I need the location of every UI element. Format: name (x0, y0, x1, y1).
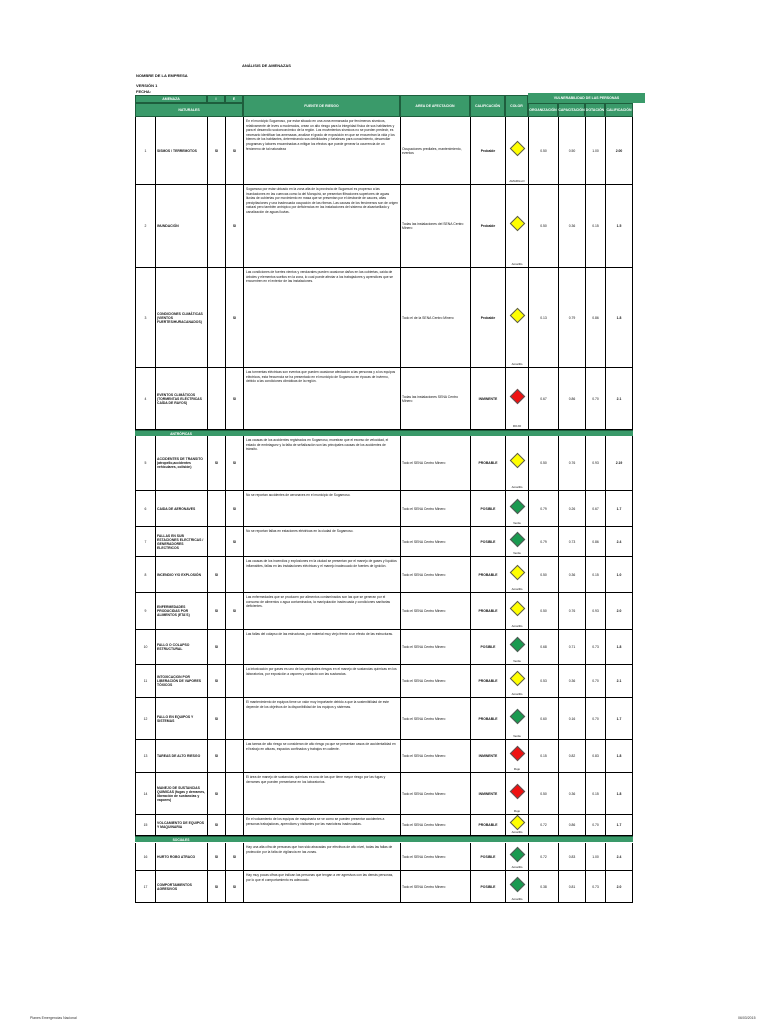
color-cell (505, 117, 528, 184)
origin-e (225, 740, 243, 772)
risk-diamond-icon (509, 708, 525, 724)
risk-diamond-icon (509, 637, 525, 653)
origin-i: SI (207, 773, 225, 814)
row-number: 13 (135, 740, 155, 772)
affected-area: Todo el SENA Centro Minero (400, 815, 470, 835)
header-dotacion: DOTACIÓN (585, 103, 605, 117)
risk-diamond-icon (509, 601, 525, 617)
origin-e: SI (225, 117, 243, 184)
equipment-score: 0.86 (585, 268, 605, 367)
equipment-score: 1.00 (585, 843, 605, 870)
threat-name: FALLAS EN SUB ESTACIONES ELECTRICAS / GENERADORES ELECTRICOS (155, 527, 207, 556)
row-number: 16 (135, 843, 155, 870)
color-cell (505, 593, 528, 629)
table-row (135, 368, 633, 430)
row-number: 4 (135, 368, 155, 429)
vulnerability-score: 2.4 (605, 843, 633, 870)
organization-score: 0.38 (528, 871, 558, 902)
header-e: E (225, 95, 243, 103)
color-label: Verde (513, 733, 521, 738)
color-label: Verde (513, 550, 521, 555)
threat-name: INUNDACIÓN (155, 185, 207, 267)
training-score: 0.76 (558, 436, 585, 490)
origin-i: SI (207, 436, 225, 490)
origin-i: SI (207, 871, 225, 902)
organization-score: 0.50 (528, 436, 558, 490)
risk-diamond-icon (509, 746, 525, 762)
organization-score: 0.15 (528, 740, 558, 772)
document-title: ANÁLISIS DE AMENAZAS (242, 63, 291, 68)
threat-name: COMPORTAMIENTOS AGRESIVOS (155, 871, 207, 902)
vulnerability-score: 1.7 (605, 491, 633, 526)
risk-diamond-icon (509, 846, 525, 862)
organization-score: 0.60 (528, 698, 558, 739)
training-score: 0.26 (558, 491, 585, 526)
risk-diamond-icon (509, 388, 525, 404)
origin-e (225, 665, 243, 697)
threat-name: HURTO ROBO ATRACO (155, 843, 207, 870)
affected-area: Todo el SENA Centro Minero (400, 630, 470, 664)
threat-name: CAIDA DE AERONAVES (155, 491, 207, 526)
equipment-score: 0.70 (585, 665, 605, 697)
row-number: 7 (135, 527, 155, 556)
affected-area: Todo el SENA Centro Minero (400, 491, 470, 526)
table-row (135, 117, 633, 185)
organization-score: 0.72 (528, 815, 558, 835)
training-score: 0.73 (558, 527, 585, 556)
origin-i (207, 185, 225, 267)
rating: Probable (470, 268, 505, 367)
row-number: 3 (135, 268, 155, 367)
color-label: Amarillo (511, 261, 523, 266)
threat-name: INTOXICACION POR LIBERACIÓN DE VAPORES TÓXICOS (155, 665, 207, 697)
table-row (135, 843, 633, 871)
section-label: ANTRÓPICAS (170, 432, 192, 436)
risk-source: Hay muy pocas cifras que indican las personas que tengan a ver agresivos con las demás personas, por lo que el comportamiento es adecuado. (243, 871, 400, 902)
rating: POSIBLE (470, 630, 505, 664)
affected-area: Todo el SENA Centro Minero (400, 593, 470, 629)
table-row (135, 436, 633, 491)
equipment-score: 0.83 (585, 740, 605, 772)
risk-diamond-icon (509, 783, 525, 799)
rating: PROBABLE (470, 665, 505, 697)
header-capacitacion: CAPACITACIÓN (558, 103, 585, 117)
affected-area: Todo el SENA Centro Minero (400, 665, 470, 697)
rating: POSIBLE (470, 491, 505, 526)
color-label: Amarillo (511, 896, 523, 901)
equipment-score: 0.70 (585, 698, 605, 739)
color-cell (505, 698, 528, 739)
table-row (135, 665, 633, 698)
rating: INMINENTE (470, 740, 505, 772)
training-score: 0.86 (558, 815, 585, 835)
header-fuente: FUENTE DE RIESGO (243, 95, 400, 117)
header-color: COLOR (505, 95, 528, 117)
origin-e: SI (225, 185, 243, 267)
equipment-score: 0.15 (585, 773, 605, 814)
vulnerability-score: 2.1 (605, 665, 633, 697)
color-label: Amarillo (511, 623, 523, 628)
table-row (135, 491, 633, 527)
organization-score: 0.50 (528, 185, 558, 267)
organization-score: 0.50 (528, 593, 558, 629)
table-row (135, 593, 633, 630)
origin-e (225, 773, 243, 814)
threat-name: ENFERMEDADES PRODUCIDAS POR ALIMENTOS (ETA'S) (155, 593, 207, 629)
rating: PROBABLE (470, 557, 505, 592)
organization-score: 0.13 (528, 268, 558, 367)
row-number: 9 (135, 593, 155, 629)
rating: Probable (470, 185, 505, 267)
color-cell (505, 268, 528, 367)
vulnerability-score: 1.0 (605, 557, 633, 592)
section-band (135, 430, 633, 436)
origin-i: SI (207, 740, 225, 772)
origin-e: SI (225, 436, 243, 490)
header-organizacion: ORGANIZACIÓN (528, 103, 558, 117)
origin-e: SI (225, 843, 243, 870)
vulnerability-score: 2.0 (605, 871, 633, 902)
equipment-score: 0.70 (585, 368, 605, 429)
affected-area: Todo el SENA Centro Minero (400, 527, 470, 556)
risk-source: La intoxicación por gases es uno de los principales riesgos en el manejo de sustancias químicas en los laboratorios, por exposición a vapores y contacto con las sustancias. (243, 665, 400, 697)
origin-e (225, 557, 243, 592)
header-amenaza: AMENAZA (135, 95, 207, 103)
row-number: 10 (135, 630, 155, 664)
threat-name: FALLO O COLAPSO ESTRUCTURAL (155, 630, 207, 664)
origin-i: SI (207, 843, 225, 870)
version-label: VERSIÓN 1 (136, 83, 158, 88)
training-score: 0.16 (558, 698, 585, 739)
color-label: Verde (513, 520, 521, 525)
risk-diamond-icon (509, 815, 525, 830)
vulnerability-score: 1.8 (605, 630, 633, 664)
risk-source: No se reportan accidentes de aeronaves en el municipio de Sogamoso. (243, 491, 400, 526)
equipment-score: 0.15 (585, 185, 605, 267)
training-score: 0.83 (558, 843, 585, 870)
origin-i (207, 268, 225, 367)
rating: POSIBLE (470, 843, 505, 870)
organization-score: 0.50 (528, 557, 558, 592)
training-score: 0.36 (558, 185, 585, 267)
vulnerability-score: 1.8 (605, 773, 633, 814)
affected-area: Todo el SENA Centro Minero (400, 740, 470, 772)
equipment-score: 0.73 (585, 630, 605, 664)
threat-name: INCENDIO Y/O EXPLOSIÓN (155, 557, 207, 592)
row-number: 1 (135, 117, 155, 184)
origin-e: SI (225, 491, 243, 526)
rating: Probable (470, 117, 505, 184)
header-vulnerabilidad: VULNERABILIDAD DE LAS PERSONAS (528, 93, 645, 103)
rating: PROBABLE (470, 698, 505, 739)
row-number: 11 (135, 665, 155, 697)
vulnerability-score: 2.0 (605, 593, 633, 629)
color-cell (505, 871, 528, 902)
risk-source: Hay una alta cifra de personas que han sido atracadas por efectivos de alto nivel, todas las fallas de protección por la falta de vigilancia en las zonas. (243, 843, 400, 870)
organization-score: 0.79 (528, 491, 558, 526)
equipment-score: 0.86 (585, 527, 605, 556)
color-label: Amarillo (511, 484, 523, 489)
table-row (135, 773, 633, 815)
row-number: 14 (135, 773, 155, 814)
risk-source: El mantenimiento de equipos tiene un valor muy importante debido a que la sostenibilidad de este depende de los objetivos de la disponibilidad de los equipos y sistemas. (243, 698, 400, 739)
risk-source: El área de manejo de sustancias químicas es una de las que tiene mayor riesgo por las fugas y derrames que pueden presentarse en los laboratorios. (243, 773, 400, 814)
affected-area: Todo el SENA Centro Minero (400, 436, 470, 490)
vulnerability-score: 1.7 (605, 698, 633, 739)
section-label: SOCIALES (172, 838, 190, 842)
threat-name: MANEJO DE SUSTANCIAS QUIMICAS (fugas y derrames, liberación de sustancias y vapores) (155, 773, 207, 814)
color-cell (505, 368, 528, 429)
risk-diamond-icon (509, 671, 525, 687)
affected-area: Ocupaciones prediales, mantenimiento, eventos (400, 117, 470, 184)
color-label: AMARILLO (509, 178, 525, 183)
risk-diamond-icon (509, 140, 525, 156)
origin-e (225, 630, 243, 664)
color-cell (505, 740, 528, 772)
origin-e (225, 815, 243, 835)
affected-area: Todo el de la SENA Centro Minero (400, 268, 470, 367)
origin-e: SI (225, 871, 243, 902)
risk-source: En el municipio Sogamoso, por estar situado en una zona enmarcada por fenómenos sísmicos, relativamente de leves a moderados, crean un alto riesgo para la integridad física de sus habitantes y para el desarrollo socioeconómico de la región. Los movimientos sísmicos no se pueden predecir, es necesario identificar las amenazas, analizar el grado de exposición en que se encuentran la vida y los bienes de los habitantes, determinando sus debilidades y fortalezas para conocimiento, desarrollar programas y labores encaminadas a mitigar los efectos que puede generar la ocurrencia de un fenómeno de tal naturaleza (243, 117, 400, 184)
affected-area: Todas las instalaciones SENA Centro Minero (400, 368, 470, 429)
origin-e: SI (225, 368, 243, 429)
origin-i: SI (207, 698, 225, 739)
risk-diamond-icon (509, 564, 525, 580)
threat-name: FALLO EN EQUIPOS Y SISTEMAS (155, 698, 207, 739)
color-label: Rojo (513, 766, 521, 771)
risk-source: Las enfermedades que se producen por alimentos contaminados son las que se generan por el consumo de alimentos o agua contaminados, la manipulación inadecuada y condiciones sanitarias deficientes. (243, 593, 400, 629)
risk-source: Las causas de los accidentes registrados en Sogamoso, muestran que el exceso de velocidad, el estado de embriaguez y la falta de señalización son las principales causas de los accidentes de tránsito. (243, 436, 400, 490)
table-row (135, 698, 633, 740)
footer-right: 06/03/2015 (738, 1016, 756, 1020)
rating: PROBABLE (470, 815, 505, 835)
row-number: 5 (135, 436, 155, 490)
risk-diamond-icon (509, 453, 525, 469)
training-score: 0.86 (558, 368, 585, 429)
threat-name: CONDICIONES CLIMÁTICAS (VIENTOS FUERTES/HURACANADOS) (155, 268, 207, 367)
table-row (135, 740, 633, 773)
header-calificacion: CALIFICACIÓN (470, 95, 505, 117)
color-cell (505, 773, 528, 814)
origin-e: SI (225, 527, 243, 556)
origin-e: SI (225, 268, 243, 367)
risk-source: Las tormentas eléctricas son eventos que pueden ocasionar afectación a las personas y a los equipos eléctricos, esta frecuencia se ha presentado en el municipio de Sogamoso en épocas de invierno, debido a las condiciones climáticas de la región. (243, 368, 400, 429)
row-number: 2 (135, 185, 155, 267)
training-score: 0.36 (558, 557, 585, 592)
color-label: Amarillo (511, 586, 523, 591)
affected-area: Todas las instalaciones del SENA Centro Minero (400, 185, 470, 267)
origin-i (207, 491, 225, 526)
origin-i: SI (207, 630, 225, 664)
equipment-score: 1.00 (585, 117, 605, 184)
color-cell (505, 557, 528, 592)
organization-score: 0.72 (528, 843, 558, 870)
origin-i: SI (207, 557, 225, 592)
equipment-score: 0.15 (585, 557, 605, 592)
organization-score: 0.50 (528, 773, 558, 814)
rating: POSIBLE (470, 871, 505, 902)
header-calificacion-v: CALIFICACIÓN (605, 103, 633, 117)
color-label: Verde (513, 658, 521, 663)
table-row (135, 815, 633, 836)
equipment-score: 0.67 (585, 491, 605, 526)
risk-diamond-icon (509, 531, 525, 547)
organization-score: 0.79 (528, 527, 558, 556)
threat-name: SISMOS / TERREMOTOS (155, 117, 207, 184)
risk-source: Las tareas de alto riesgo se consideran de alto riesgo ya que se presentan casos de accidentalidad en el trabajo en alturas, espacios confinados y trabajos en caliente. (243, 740, 400, 772)
table-row (135, 268, 633, 368)
color-cell (505, 527, 528, 556)
vulnerability-score: 2.4 (605, 527, 633, 556)
organization-score: 0.67 (528, 368, 558, 429)
rating: PROBABLE (470, 436, 505, 490)
vulnerability-score: 1.8 (605, 740, 633, 772)
table-row (135, 185, 633, 268)
organization-score: 0.53 (528, 665, 558, 697)
color-cell (505, 843, 528, 870)
color-label: Amarillo (511, 829, 523, 834)
vulnerability-score: 1.7 (605, 815, 633, 835)
training-score: 0.82 (558, 740, 585, 772)
color-cell (505, 491, 528, 526)
organization-score: 0.68 (528, 630, 558, 664)
vulnerability-score: 1.5 (605, 185, 633, 267)
equipment-score: 0.70 (585, 815, 605, 835)
training-score: 0.36 (558, 773, 585, 814)
affected-area: Todo el SENA Centro Minero (400, 843, 470, 870)
origin-i: SI (207, 117, 225, 184)
color-label: Amarillo (511, 864, 523, 869)
row-number: 8 (135, 557, 155, 592)
organization-score: 0.50 (528, 117, 558, 184)
origin-i: SI (207, 815, 225, 835)
risk-source: No se reportan fallas en estaciones eléctricas en la ciudad de Sogamoso. (243, 527, 400, 556)
origin-i (207, 368, 225, 429)
row-number: 17 (135, 871, 155, 902)
risk-source: Las fallas del colapso de las estructuras, por material muy viejo frente a un efecto de las estructuras. (243, 630, 400, 664)
color-label: ROJO (512, 423, 522, 428)
threat-name: TAREAS DE ALTO RIESGO (155, 740, 207, 772)
origin-i: SI (207, 593, 225, 629)
risk-diamond-icon (509, 307, 525, 323)
rating: INMINENTE (470, 368, 505, 429)
training-score: 0.76 (558, 593, 585, 629)
color-cell (505, 185, 528, 267)
risk-diamond-icon (509, 876, 525, 892)
row-number: 15 (135, 815, 155, 835)
rating: PROBABLE (470, 593, 505, 629)
training-score: 0.79 (558, 268, 585, 367)
origin-i (207, 527, 225, 556)
origin-i: SI (207, 665, 225, 697)
risk-diamond-icon (509, 498, 525, 514)
table-row (135, 871, 633, 903)
color-cell (505, 436, 528, 490)
risk-source: Las causas de los incendios y explosiones en la ciudad se presentan por el manejo de gases y líquidos inflamables, fallas en las instalaciones eléctricas y el manejo inadecuado de fuentes de ignición. (243, 557, 400, 592)
equipment-score: 0.73 (585, 871, 605, 902)
color-label: Amarillo (511, 361, 523, 366)
rating: POSIBLE (470, 527, 505, 556)
affected-area: Todo el SENA Centro Minero (400, 698, 470, 739)
vulnerability-score: 2.19 (605, 436, 633, 490)
vulnerability-score: 2.00 (605, 117, 633, 184)
training-score: 0.81 (558, 871, 585, 902)
equipment-score: 0.93 (585, 436, 605, 490)
header-area: AREA DE AFECTACION (400, 95, 470, 117)
color-label: Rojo (513, 808, 521, 813)
row-number: 6 (135, 491, 155, 526)
risk-source: Las condiciones de fuertes vientos y vendavales pueden ocasionar daños en las cubiertas, caída de árboles y elementos sueltos en la zona, lo cual puede afectar a los trabajadores y aprendices que se encuentren en el exterior de las instalaciones. (243, 268, 400, 367)
threat-name: ACCIDENTES DE TRANSITO (atropello,accidentes vehiculares, colisión) (155, 436, 207, 490)
rating: INMINENTE (470, 773, 505, 814)
color-cell (505, 665, 528, 697)
threat-name: EVENTOS CLIMÁTICOS (TORMENTAS ELÉCTRICAS CAÍDA DE RAYOS) (155, 368, 207, 429)
table-row (135, 557, 633, 593)
risk-source: En el volcamiento de los equipos de maquinaria se ve como se pueden presentar accidentes a personas trabajadoras, aprendices y visitantes por las maniobras inadecuadas. (243, 815, 400, 835)
origin-e: SI (225, 593, 243, 629)
threat-name: VOLCAMIENTO DE EQUIPOS Y MAQUINARIA (155, 815, 207, 835)
table-row (135, 630, 633, 665)
training-score: 0.36 (558, 665, 585, 697)
vulnerability-score: 1.8 (605, 268, 633, 367)
table-row (135, 527, 633, 557)
section-band (135, 836, 633, 842)
training-score: 0.71 (558, 630, 585, 664)
header-naturales: NATURALES (135, 103, 243, 117)
color-cell (505, 630, 528, 664)
company-label: NOMBRE DE LA EMPRESA (136, 73, 188, 78)
risk-diamond-icon (509, 216, 525, 232)
color-label: Amarillo (511, 691, 523, 696)
affected-area: Todo el SENA Centro Minero (400, 773, 470, 814)
header-i: I (207, 95, 225, 103)
row-number: 12 (135, 698, 155, 739)
affected-area: Todo el SENA Centro Minero (400, 871, 470, 902)
risk-source: Sogamoso por estar ubicado en la zona alta de la provincia de Sugamuxi es propenso a las inundaciones en las cuencas como la del Monquirá, se presentan filtraciones superiores de aguas lluvias de cubiertas por movimiento en masa que se presentan por el desborde de cauces, altas precipitaciones y una inadecuada ocupación de las riberas. Las causas de los fenómenos son de origen natural pero también antrópico por deficiencias en las instalaciones del sistema de alcantarillado y canalización de aguas lluvias. (243, 185, 400, 267)
origin-e (225, 698, 243, 739)
equipment-score: 0.93 (585, 593, 605, 629)
vulnerability-score: 2.1 (605, 368, 633, 429)
footer-left: Planes Emergencias Nacional (30, 1016, 77, 1020)
training-score: 0.50 (558, 117, 585, 184)
color-cell (505, 815, 528, 835)
date-label: FECHA: (136, 89, 152, 94)
affected-area: Todo el SENA Centro Minero (400, 557, 470, 592)
